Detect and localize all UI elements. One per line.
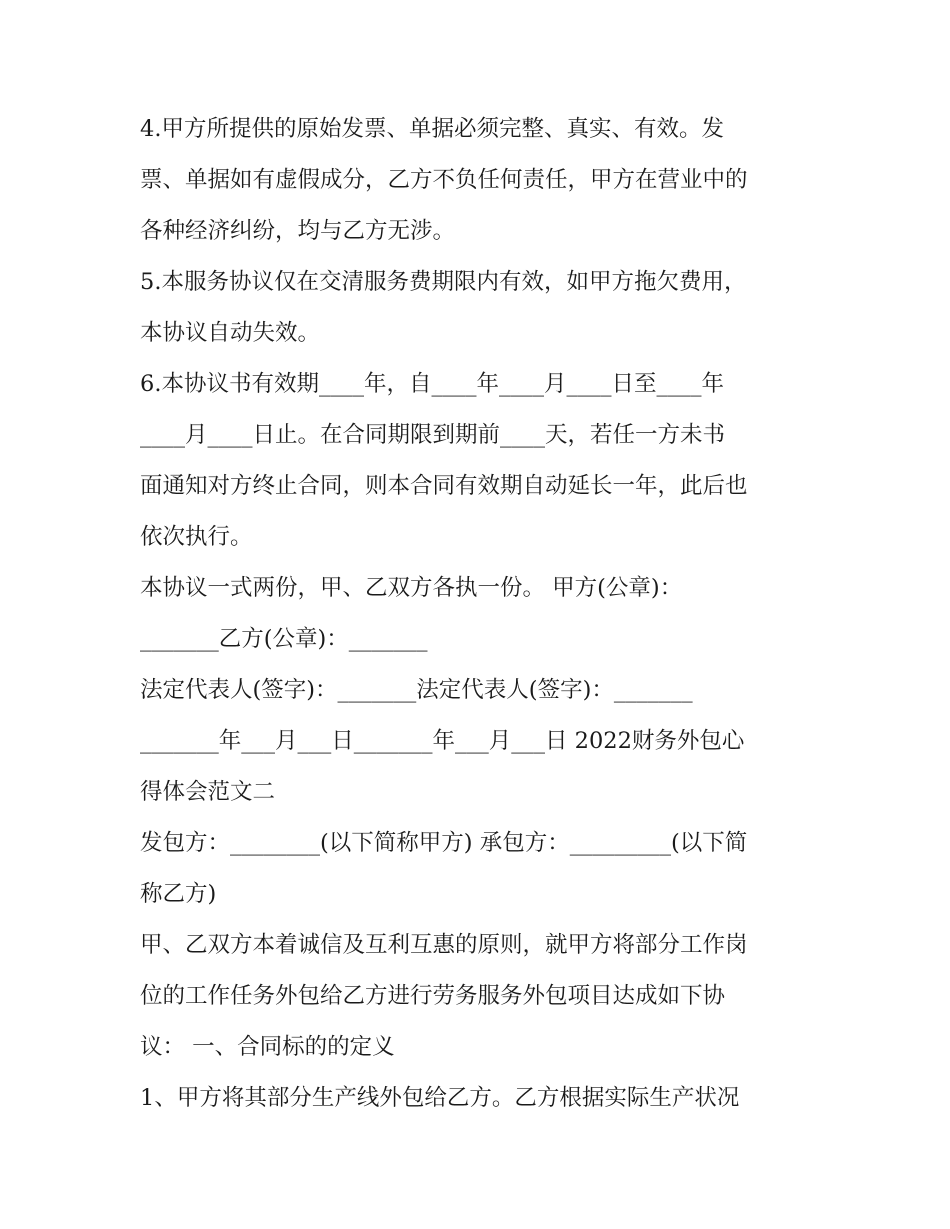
text-line-1: 4.甲方所提供的原始发票、单据必须完整、真实、有效。发 — [140, 116, 724, 142]
text-line-6: 6.本协议书有效期____年，自____年____月____日至____年 — [140, 371, 724, 397]
text-line-13: _______年___月___日_______年___月___日 2022财务外包心 — [140, 728, 745, 754]
text-line-3: 各种经济纠纷，均与乙方无涉。 — [140, 218, 456, 244]
text-line-17: 甲、乙双方本着诚信及互利互惠的原则，就甲方将部分工作岗 — [140, 932, 748, 958]
document-body — [140, 104, 820, 1124]
text-line-5: 本协议自动失效。 — [140, 320, 321, 346]
text-line-19: 议： 一、合同标的的定义 — [140, 1034, 395, 1060]
text-line-2: 票、单据如有虚假成分，乙方不负任何责任，甲方在营业中的 — [140, 167, 748, 193]
text-line-7: ____月____日止。在合同期限到期前____天，若任一方未书 — [140, 422, 726, 448]
text-line-9: 依次执行。 — [140, 524, 253, 550]
text-line-11: _______乙方(公章)：_______ — [140, 626, 428, 652]
text-line-18: 位的工作任务外包给乙方进行劳务服务外包项目达成如下协 — [140, 983, 726, 1009]
text-line-12: 法定代表人(签字)：_______法定代表人(签字)：_______ — [140, 677, 693, 703]
text-line-15: 发包方：________(以下简称甲方) 承包方：_________(以下简 — [140, 830, 748, 856]
text-line-4: 5.本服务协议仅在交清服务费期限内有效，如甲方拖欠费用， — [140, 269, 747, 295]
text-line-10: 本协议一式两份，甲、乙双方各执一份。 甲方(公章)： — [140, 575, 683, 601]
text-line-8: 面通知对方终止合同，则本合同有效期自动延长一年，此后也 — [140, 473, 748, 499]
text-line-14: 得体会范文二 — [140, 779, 276, 805]
text-line-16: 称乙方) — [140, 881, 217, 907]
text-line-20: 1、甲方将其部分生产线外包给乙方。乙方根据实际生产状况 — [140, 1085, 740, 1111]
